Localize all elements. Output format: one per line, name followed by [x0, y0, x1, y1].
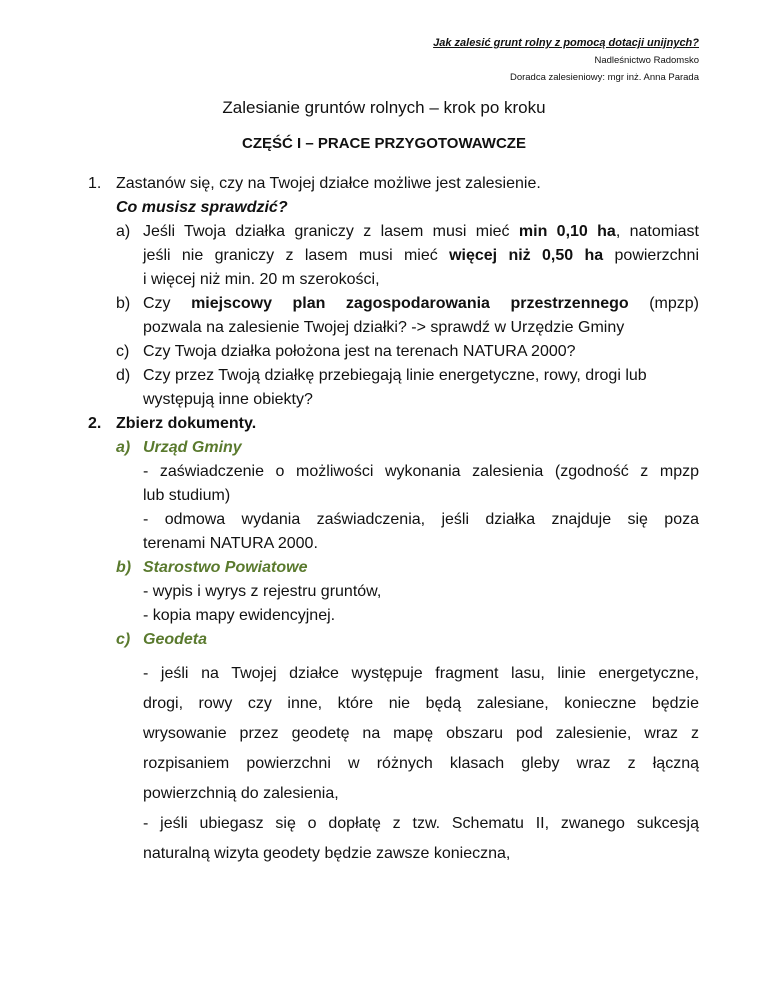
item-1a-line-2: jeśli nie graniczy z lasem musi mieć więcej niż 0,50 ha powierzchni: [143, 247, 699, 264]
item-1b-line-1: Czy miejscowy plan zagospodarowania przestrzennego (mpzp): [143, 295, 699, 312]
item-2a-line-2: lub studium): [143, 487, 231, 504]
item-2a-letter: a): [116, 439, 131, 456]
item-2b-line-2: - kopia mapy ewidencyjnej.: [143, 607, 336, 624]
item-1b-letter: b): [116, 295, 131, 312]
document-title: Zalesianie gruntów rolnych – krok po kroku: [222, 98, 546, 117]
item-1a-line-1: Jeśli Twoja działka graniczy z lasem musi mieć min 0,10 ha, natomiast: [143, 223, 699, 240]
item-2c-line-3: wrysowanie przez geodetę na mapę obszaru pod zalesienie, wraz z: [143, 725, 699, 742]
item-1a-line-3: i więcej niż min. 20 m szerokości,: [143, 271, 380, 288]
item-2b-line-1: - wypis i wyrys z rejestru gruntów,: [143, 583, 382, 600]
item-2c-line-4: rozpisaniem powierzchni w różnych klasach gleby wraz z łączną: [143, 755, 699, 772]
section-1-number: 1.: [88, 175, 102, 192]
item-1c-line-1: Czy Twoja działka położona jest na terenach NATURA 2000?: [143, 343, 576, 360]
item-2a-line-3: - odmowa wydania zaświadczenia, jeśli działka znajduje się poza: [143, 511, 699, 528]
item-2c-line-6: - jeśli ubiegasz się o dopłatę z tzw. Schematu II, zwanego sukcesją: [143, 815, 699, 832]
item-2c-letter: c): [116, 631, 131, 648]
item-2a-line-1: - zaświadczenie o możliwości wykonania zalesienia (zgodność z mpzp: [143, 463, 699, 480]
section-1-question: Co musisz sprawdzić?: [116, 199, 288, 216]
part-heading: CZĘŚĆ I – PRACE PRZYGOTOWAWCZE: [242, 135, 526, 152]
item-2a-heading: Urząd Gminy: [143, 439, 242, 456]
item-2c-line-2: drogi, rowy czy inne, które nie będą zalesiane, konieczne będzie: [143, 695, 699, 712]
item-1d-letter: d): [116, 367, 131, 384]
item-2b-letter: b): [116, 559, 132, 576]
item-1c-letter: c): [116, 343, 130, 360]
item-2b-heading: Starostwo Powiatowe: [143, 559, 308, 576]
header-advisor: Doradca zalesieniowy: mgr inż. Anna Parada: [509, 72, 699, 83]
item-1a-letter: a): [116, 223, 131, 240]
section-2-text: Zbierz dokumenty.: [116, 415, 257, 432]
header-title: Jak zalesić grunt rolny z pomocą dotacji unijnych?: [433, 37, 699, 49]
section-2-number: 2.: [88, 415, 102, 432]
header-organization: Nadleśnictwo Radomsko: [594, 55, 699, 66]
item-1b-line-2: pozwala na zalesienie Twojej działki? -> sprawdź w Urzędzie Gminy: [143, 319, 625, 336]
item-1d-line-1: Czy przez Twoją działkę przebiegają linie energetyczne, rowy, drogi lub: [143, 367, 647, 384]
section-1-text: Zastanów się, czy na Twojej działce możliwe jest zalesienie.: [116, 175, 541, 192]
item-1d-line-2: występują inne obiekty?: [143, 391, 313, 408]
item-2c-line-7: naturalną wizyta geodety będzie zawsze konieczna,: [143, 845, 511, 862]
item-2c-heading: Geodeta: [143, 631, 208, 648]
item-2c-line-1: - jeśli na Twojej działce występuje fragment lasu, linie energetyczne,: [143, 665, 699, 682]
item-2a-line-4: terenami NATURA 2000.: [143, 535, 318, 552]
item-2c-line-5: powierzchnią do zalesienia,: [143, 785, 339, 802]
